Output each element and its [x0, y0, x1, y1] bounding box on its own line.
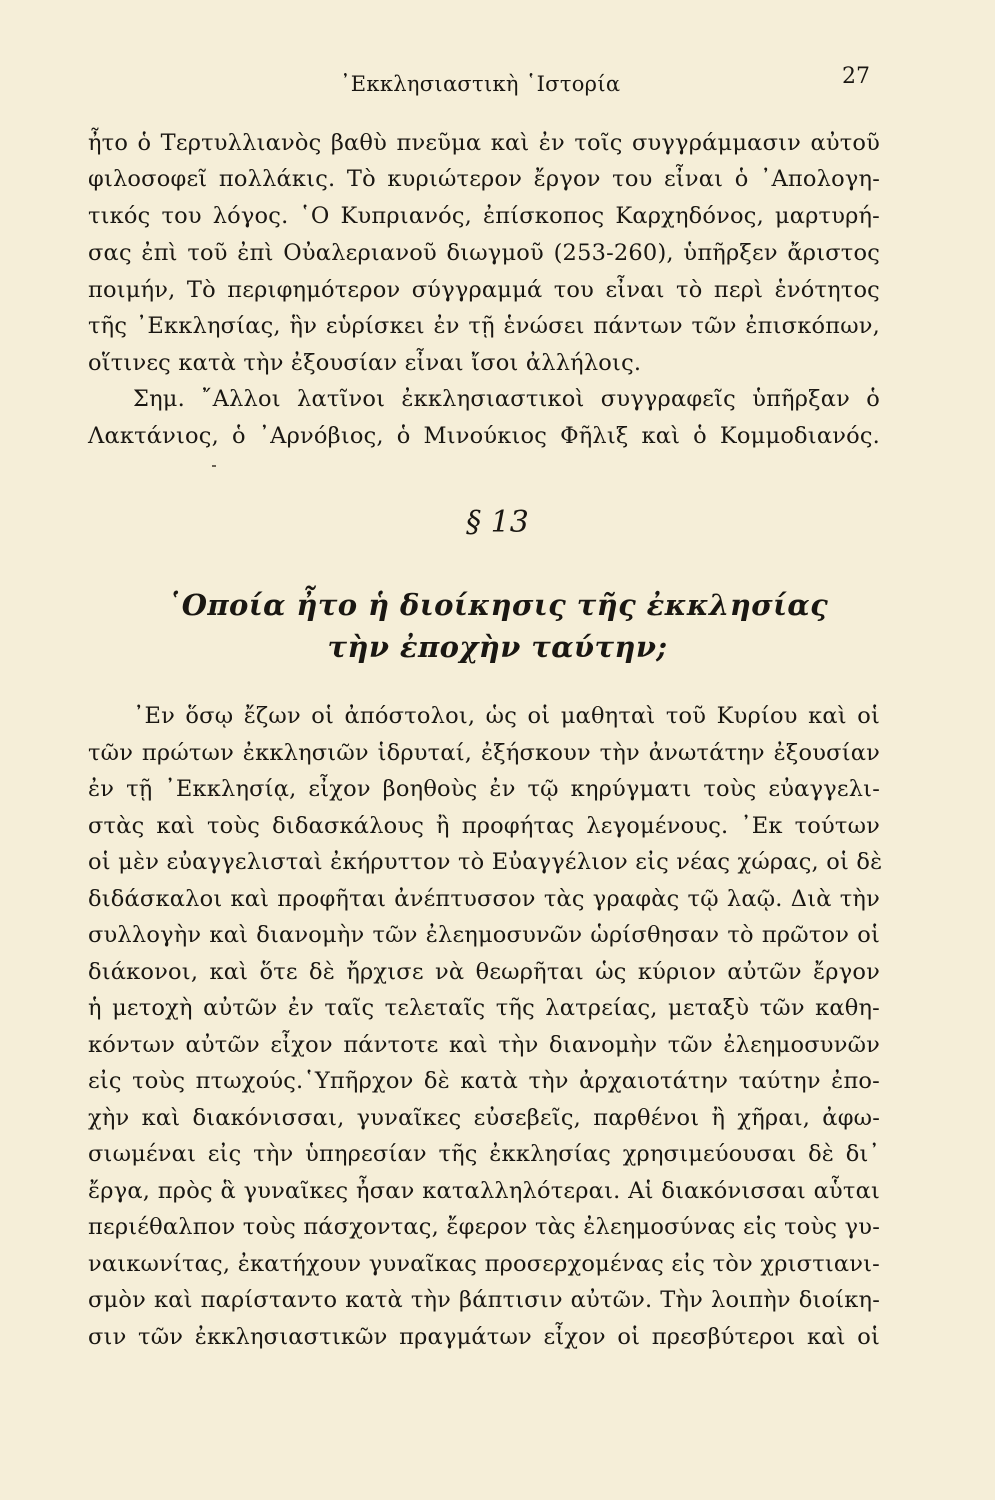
intro-line: τῆς ᾿Εκκλησίας, ἣν εὑρίσκει ἐν τῇ ἑνώσει πάντων τῶν ἐπισκόπων,: [88, 313, 880, 339]
intro-line: φιλοσοφεῖ πολλάκις. Τὸ κυριώτερον ἔργον του εἶναι ὁ ᾿Απολογη-: [88, 166, 880, 192]
body-line: σιν τῶν ἐκκλησιαστικῶν πραγμάτων εἶχον οἱ πρεσβύτεροι καὶ οἱ: [88, 1324, 880, 1350]
intro-line: οἵτινες κατὰ τὴν ἐξουσίαν εἶναι ἴσοι ἀλλήλοις.: [88, 350, 642, 376]
section-heading-line-1: ῾Οποία ἦτο ἡ διοίκησις τῆς ἐκκλησίας: [166, 588, 829, 622]
body-line: διδάσκαλοι καὶ προφῆται ἀνέπτυσσον τὰς γραφὰς τῷ λαῷ. Διὰ τὴν: [88, 886, 880, 912]
intro-line: ποιμήν, Τὸ περιφημότερον σύγγραμμά του εἶναι τὸ περὶ ἑνότητος: [88, 277, 880, 303]
section-number: § 13: [466, 505, 529, 540]
body-line: ᾿Εν ὅσῳ ἔζων οἱ ἀπόστολοι, ὡς οἱ μαθηταὶ τοῦ Κυρίου καὶ οἱ: [133, 703, 880, 729]
intro-line: ἦτο ὁ Τερτυλλιανὸς βαθὺ πνεῦμα καὶ ἐν τοῖς συγγράμμασιν αὐτοῦ: [88, 130, 880, 156]
body-line: ἔργα, πρὸς ἃ γυναῖκες ἦσαν καταλληλότεραι. Αἱ διακόνισσαι αὗται: [88, 1178, 880, 1204]
body-line: εἰς τοὺς πτωχούς.῾Υπῆρχον δὲ κατὰ τὴν ἀρχαιοτάτην ταύτην ἐπο-: [88, 1068, 880, 1094]
body-line: συλλογὴν καὶ διανομὴν τῶν ἐλεημοσυνῶν ὡρίσθησαν τὸ πρῶτον οἱ: [88, 922, 880, 948]
section-heading-line-2: τὴν ἐποχὴν ταύτην;: [327, 630, 668, 664]
note-line: Λακτάνιος, ὁ ᾿Αρνόβιος, ὁ Μινούκιος Φῆλιξ καὶ ὁ Κομμοδιανός.: [88, 423, 880, 449]
print-speck: [212, 465, 216, 467]
running-header-title: ᾿Εκκλησιαστικὴ ῾Ιστορία: [340, 72, 621, 96]
body-line: τῶν πρώτων ἐκκλησιῶν ἱδρυταί, ἐξήσκουν τὴν ἀνωτάτην ἐξουσίαν: [88, 740, 880, 766]
body-line: ἡ μετοχὴ αὐτῶν ἐν ταῖς τελεταῖς τῆς λατρείας, μεταξὺ τῶν καθη-: [88, 995, 880, 1021]
body-line: σιωμέναι εἰς τὴν ὑπηρεσίαν τῆς ἐκκλησίας χρησιμεύουσαι δὲ δι᾿: [88, 1141, 880, 1167]
body-line: διάκονοι, καὶ ὅτε δὲ ἤρχισε νὰ θεωρῆται ὡς κύριον αὐτῶν ἔργον: [88, 959, 880, 985]
body-line: οἱ μὲν εὐαγγελισταὶ ἐκήρυττον τὸ Εὐαγγέλιον εἰς νέας χώρας, οἱ δὲ: [88, 849, 883, 875]
intro-line: σας ἐπὶ τοῦ ἐπὶ Οὐαλεριανοῦ διωγμοῦ (253-260), ὑπῆρξεν ἄριστος: [88, 240, 880, 266]
page-number: 27: [842, 64, 870, 89]
intro-line: τικός του λόγος. ῾Ο Κυπριανός, ἐπίσκοπος Καρχηδόνος, μαρτυρή-: [88, 203, 880, 229]
body-line: κόντων αὐτῶν εἶχον πάντοτε καὶ τὴν διανομὴν τῶν ἐλεημοσυνῶν: [88, 1032, 880, 1058]
body-line: στὰς καὶ τοὺς διδασκάλους ἢ προφήτας λεγομένους. ᾿Εκ τούτων: [88, 813, 880, 839]
body-line: περιέθαλπον τοὺς πάσχοντας, ἔφερον τὰς ἐλεημοσύνας εἰς τοὺς γυ-: [88, 1214, 880, 1240]
note-line: Σημ. ῎Αλλοι λατῖνοι ἐκκλησιαστικοὶ συγγραφεῖς ὑπῆρξαν ὁ: [133, 386, 880, 412]
body-line: ἐν τῇ ᾿Εκκλησίᾳ, εἶχον βοηθοὺς ἐν τῷ κηρύγματι τοὺς εὐαγγελι-: [88, 776, 880, 802]
body-line: ναικωνίτας, ἐκατήχουν γυναῖκας προσερχομένας εἰς τὸν χριστιανι-: [88, 1251, 880, 1277]
body-line: χὴν καὶ διακόνισσαι, γυναῖκες εὐσεβεῖς, παρθένοι ἢ χῆραι, ἀφω-: [88, 1105, 880, 1131]
body-line: σμὸν καὶ παρίσταντο κατὰ τὴν βάπτισιν αὐτῶν. Τὴν λοιπὴν διοίκη-: [88, 1287, 880, 1313]
